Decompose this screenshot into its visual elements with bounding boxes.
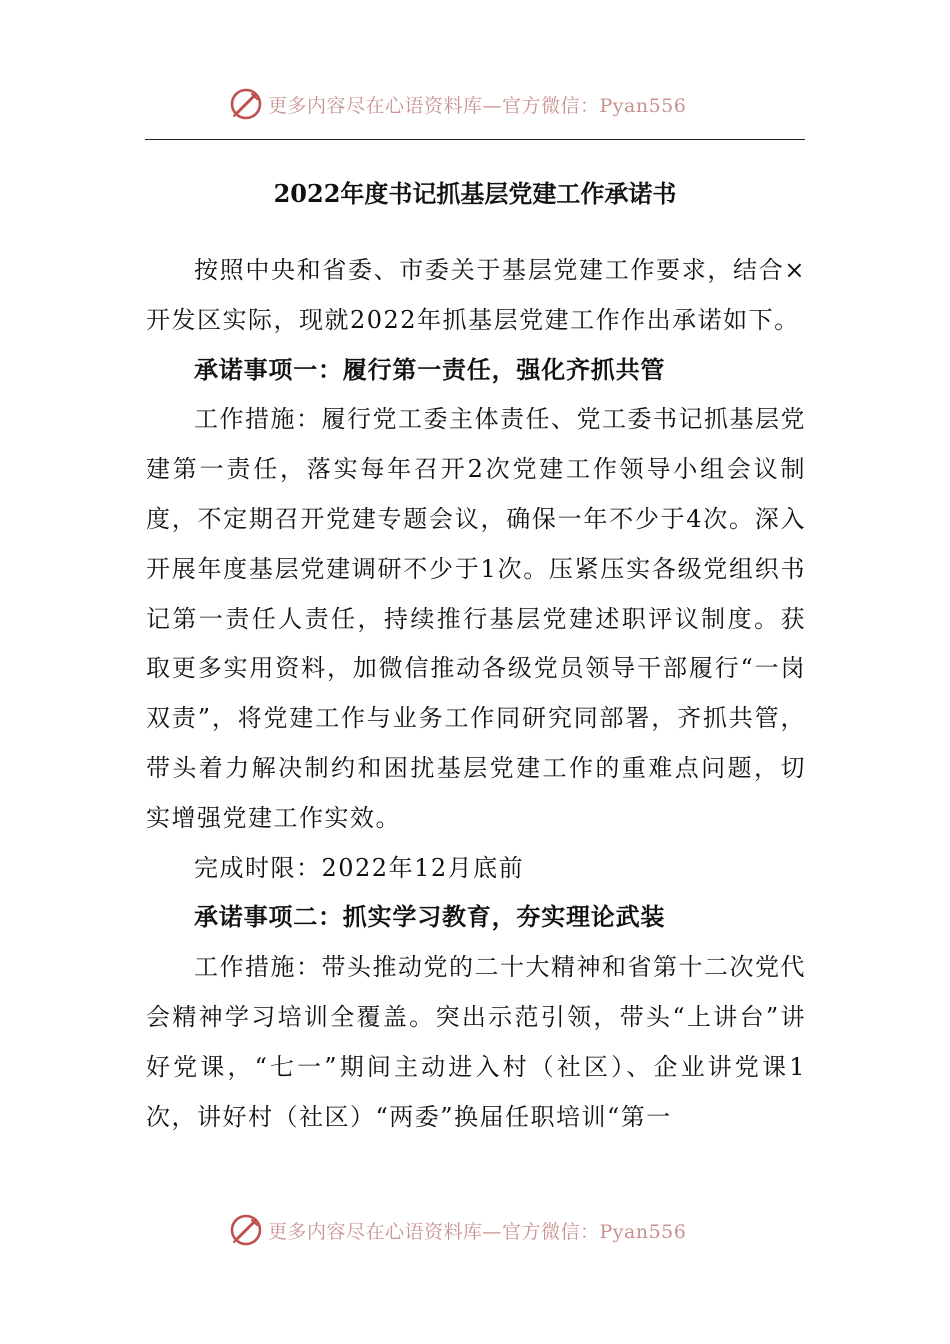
deadline-paragraph-1: 完成时限：2022年12月底前 [194,853,525,882]
watermark-text: 更多内容尽在心语资料库—官方微信：Pyan556 [268,1220,687,1243]
measures-paragraph-1: 工作措施：履行党工委主体责任、党工委书记抓基层党建第一责任，落实每年召开2次党建工作领导小组会议制度，不定期召开党建专题会议，确保一年不少于4次。深入开展年度基层党建调研不少于1次。压紧压实各级党组织书记第一责任人责任，持续推行基层党建述职评议制度。获取更多实用资料，加微信推动各级党员领导干部履行“一岗双责”，将党建工作与业务工作同研究同部署，齐抓共管，带头着力解决制约和困扰基层党建工作的重难点问题，切实增强党建工作实效。 [146,405,806,832]
document-title: 2022年度书记抓基层党建工作承诺书 [273,179,677,208]
measures-paragraph-2: 工作措施：带头推动党的二十大精神和省第十二次党代会精神学习培训全覆盖。突出示范引领，带头“上讲台”讲好党课，“七一”期间主动进入村（社区）、企业讲党课1次，讲好村（社区）“两委”换届任职培训“第一 [146,953,806,1131]
intro-paragraph: 按照中央和省委、市委关于基层党建工作要求，结合×开发区实际，现就2022年抓基层党建工作作出承诺如下。 [146,256,806,334]
watermark-text: 更多内容尽在心语资料库—官方微信：Pyan556 [268,94,687,117]
header-divider [145,139,805,140]
commitment-heading-2: 承诺事项二：抓实学习教育，夯实理论武装 [194,903,666,932]
pen-circle-logo-icon [228,86,264,122]
watermark-header [228,84,686,124]
commitment-heading-1: 承诺事项一：履行第一责任，强化齐抓共管 [194,355,666,384]
pen-circle-logo-icon [228,1212,264,1248]
document-body [146,246,806,1142]
watermark-footer [228,1210,686,1250]
